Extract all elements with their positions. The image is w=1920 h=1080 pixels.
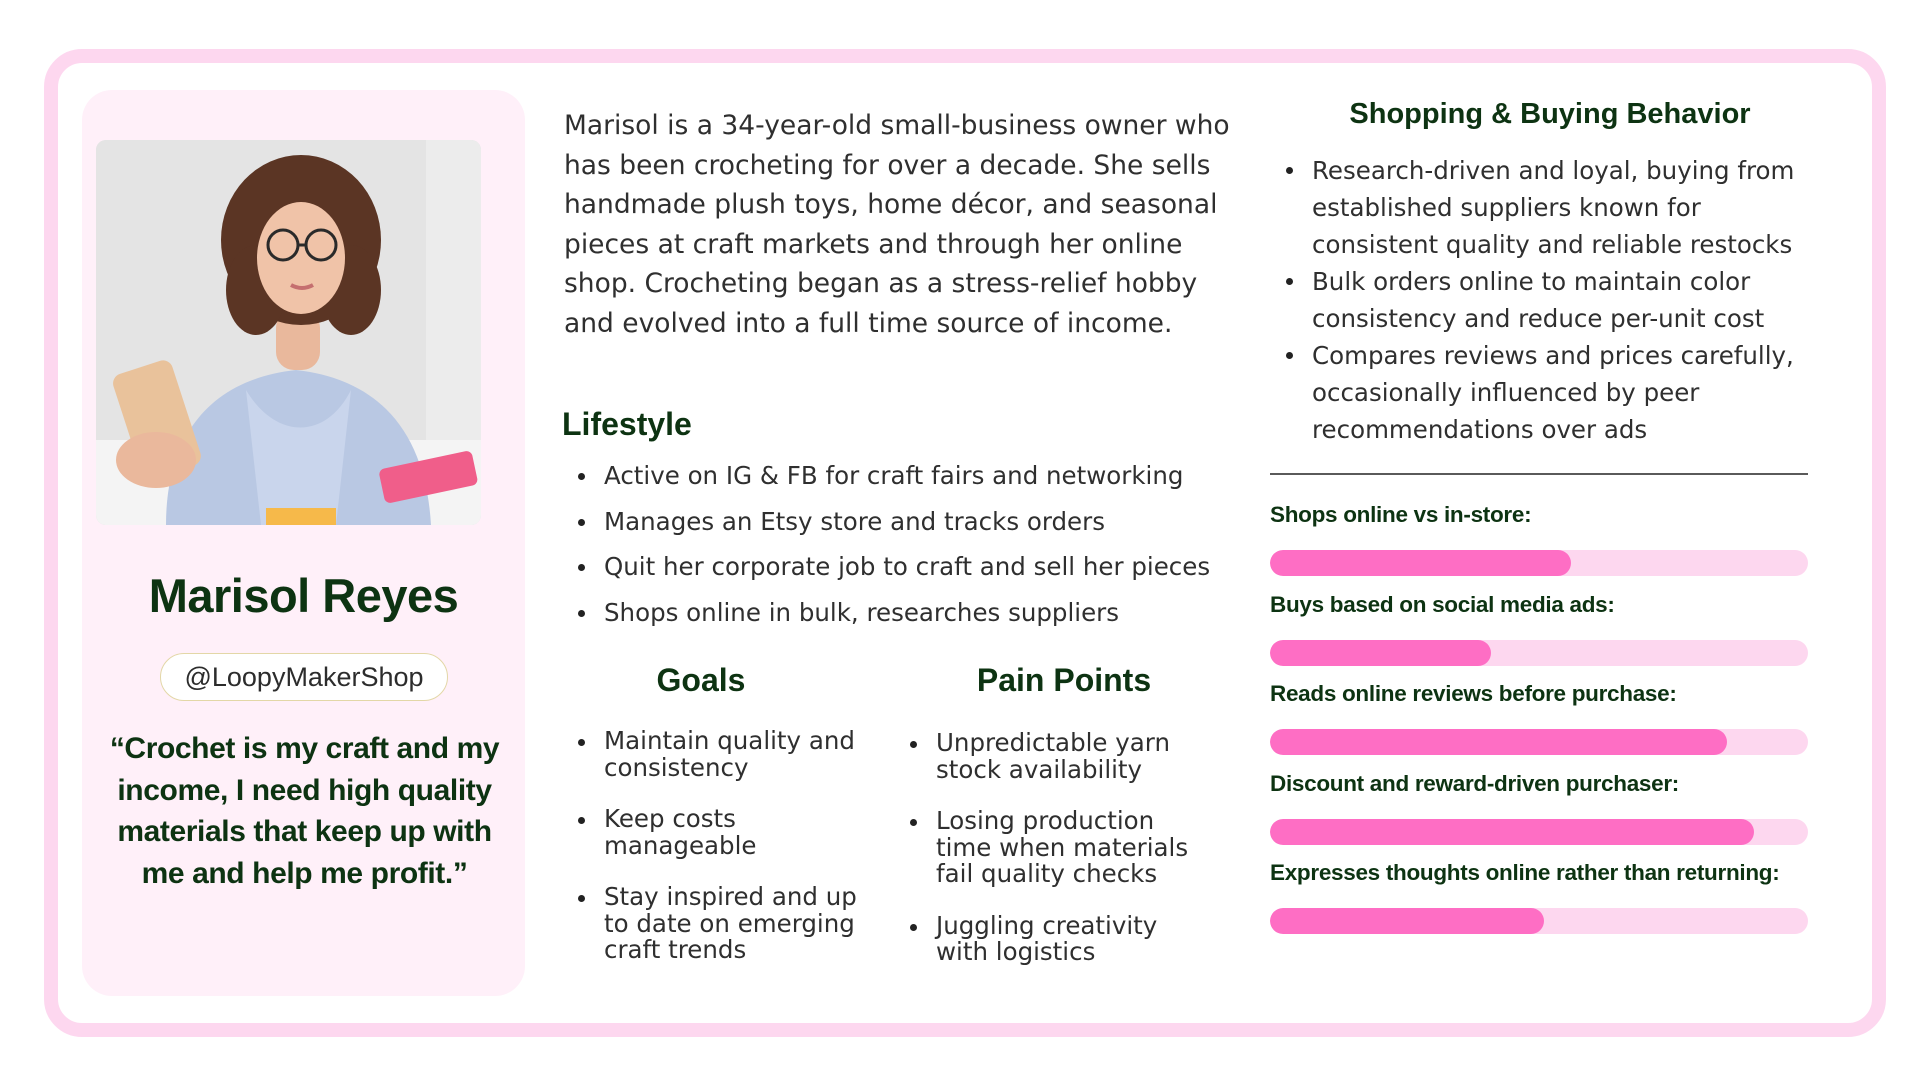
profile-panel: [82, 90, 525, 996]
metric-row: [1270, 592, 1808, 682]
metric-label: Discount and reward-driven purchaser:: [1270, 770, 1679, 796]
persona-handle-badge: @LoopyMakerShop: [160, 653, 448, 701]
metric-row: [1270, 681, 1808, 771]
metric-bar-fill: [1270, 550, 1571, 576]
metric-bar-fill: [1270, 908, 1544, 934]
metric-bar-track: [1270, 550, 1808, 576]
lifestyle-heading: Lifestyle: [562, 406, 692, 442]
goal-item: Maintain quality and consistency: [578, 728, 878, 781]
pain-point-item: Unpredictable yarn stock availability: [910, 730, 1210, 783]
metric-bar-track: [1270, 819, 1808, 845]
behavior-metrics: [1270, 502, 1808, 950]
buying-behavior-item: Compares reviews and prices carefully, occasionally influenced by peer recommendations over ads: [1286, 337, 1826, 448]
metric-row: [1270, 771, 1808, 861]
lifestyle-item: Active on IG & FB for craft fairs and networking: [578, 458, 1210, 504]
buying-behavior-list: [1286, 152, 1826, 448]
metric-bar-track: [1270, 908, 1808, 934]
buying-behavior-item: Bulk orders online to maintain color consistency and reduce per-unit cost: [1286, 263, 1826, 337]
persona-quote: “Crochet is my craft and my income, I need high quality materials that keep up with me and help me profit.”: [109, 732, 500, 890]
metric-label: Shops online vs in-store:: [1270, 502, 1532, 527]
metric-bar-track: [1270, 729, 1808, 755]
pain-point-item: Juggling creativity with logistics: [910, 913, 1210, 966]
pain-points-heading: Pain Points: [976, 662, 1152, 698]
metric-label: Reads online reviews before purchase:: [1270, 681, 1677, 706]
goals-list: [578, 728, 878, 989]
lifestyle-item: Shops online in bulk, researches suppliers: [578, 595, 1210, 641]
section-divider: [1270, 473, 1808, 475]
goal-item: Keep costs manageable: [578, 806, 878, 859]
metric-bar-track: [1270, 640, 1808, 666]
lifestyle-list: [578, 458, 1210, 640]
metric-bar-fill: [1270, 640, 1491, 666]
lifestyle-item: Quit her corporate job to craft and sell her pieces: [578, 549, 1210, 595]
metric-bar-fill: [1270, 819, 1754, 845]
persona-name: Marisol Reyes: [148, 569, 459, 622]
goals-heading: Goals: [656, 662, 746, 698]
buying-behavior-heading: Shopping & Buying Behavior: [1349, 98, 1751, 130]
persona-bio: Marisol is a 34-year-old small-business owner who has been crocheting for over a decade. She sells handmade plush toys, home décor, and seasonal pieces at craft markets and through her online shop. Crocheting began as a stress-relief hobby and evolved into a full time source of income.: [564, 110, 1230, 339]
lifestyle-item: Manages an Etsy store and tracks orders: [578, 504, 1210, 550]
goal-item: Stay inspired and up to date on emerging craft trends: [578, 884, 878, 964]
metric-row: [1270, 860, 1808, 950]
metric-bar-fill: [1270, 729, 1727, 755]
profile-photo: [96, 140, 481, 525]
buying-behavior-item: Research-driven and loyal, buying from established suppliers known for consistent quality and reliable restocks: [1286, 152, 1826, 263]
metric-label: Buys based on social media ads:: [1270, 591, 1615, 617]
pain-point-item: Losing production time when materials fail quality checks: [910, 808, 1210, 888]
metric-row: [1270, 502, 1808, 592]
pain-points-list: [910, 730, 1210, 991]
metric-label: Expresses thoughts online rather than returning:: [1270, 860, 1780, 885]
